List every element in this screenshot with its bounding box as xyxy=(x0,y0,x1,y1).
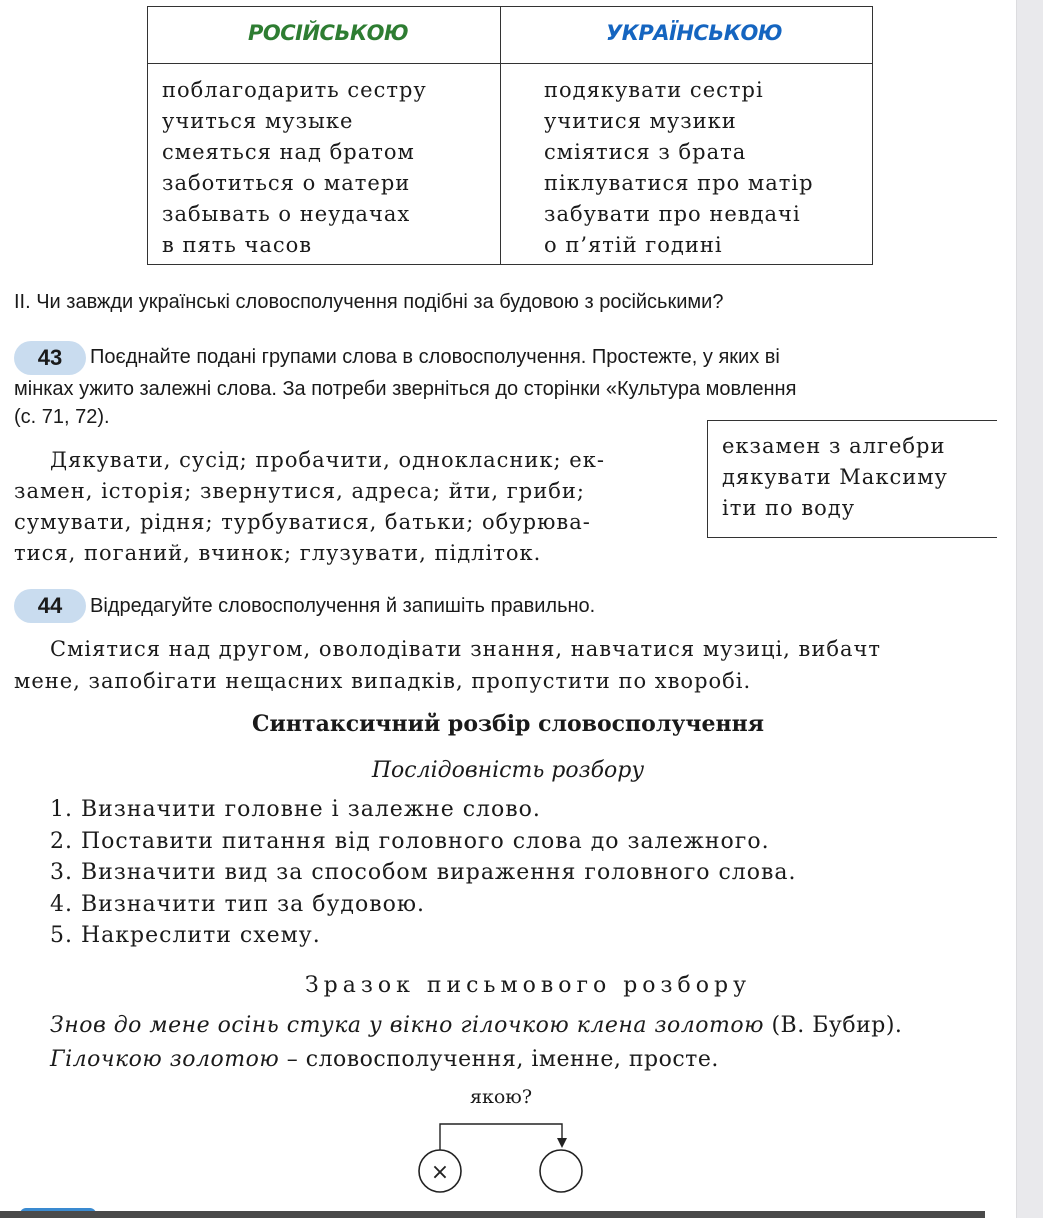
header-russian: РОСІЙСЬКОЮ xyxy=(248,21,409,45)
table-cell: смеяться над братом xyxy=(162,140,415,164)
exercise-43-badge: 43 xyxy=(14,341,86,375)
table-cell: поблагодарить сестру xyxy=(162,78,427,102)
list-item: 5. Накреслити схему. xyxy=(50,923,321,948)
table-cell: учитися музики xyxy=(544,109,737,133)
cross-icon: × xyxy=(430,1160,450,1185)
table-cell: учиться музыке xyxy=(162,109,354,133)
table-cell: забывать о неудачах xyxy=(162,202,411,226)
scheme-question: якою? xyxy=(470,1086,533,1108)
scheme-diagram xyxy=(410,1112,600,1198)
exercise-44-badge: 44 xyxy=(14,589,86,623)
comparison-table xyxy=(147,6,873,265)
header-ukrainian: УКРАЇНСЬКОЮ xyxy=(606,21,782,45)
ex43-task-line-2: мінках ужито залежні слова. За потреби зверніться до сторінки «Культура мовлення xyxy=(14,378,797,400)
ex43-task-line-1: Поєднайте подані групами слова в словосполучення. Простежте, у яких ві xyxy=(90,346,780,368)
table-cell: о п’ятій годині xyxy=(544,233,723,257)
ex44-task: Відредагуйте словосполучення й запишіть правильно. xyxy=(90,595,596,617)
list-item: 4. Визначити тип за будовою. xyxy=(50,891,425,917)
sample-title: Зразок письмового розбору xyxy=(304,973,752,998)
section-subtitle: Послідовність розбору xyxy=(371,758,645,783)
sample-quote: Знов до мене осінь стука у вікно гілочкою клена золотою xyxy=(50,1013,764,1038)
sample-analysis-line xyxy=(50,1044,719,1075)
question-2: ІІ. Чи завжди українські словосполучення подібні за будовою з російськими? xyxy=(14,291,724,313)
example-line: іти по воду xyxy=(722,496,856,520)
sample-author: (В. Бубир). xyxy=(763,1013,903,1038)
ex43-text-line-1: Дякувати, сусід; пробачити, однокласник; ек- xyxy=(50,448,605,472)
ex43-text-line-2: замен, історія; звернутися, адреса; йти, гриби; xyxy=(14,479,585,503)
ex44-text-line-2: мене, запобігати нещасних випадків, пропустити по хворобі. xyxy=(14,669,752,693)
section-title: Синтаксичний розбір словосполучення xyxy=(252,711,764,737)
dependent-word-circle xyxy=(540,1150,582,1192)
example-line: дякувати Максиму xyxy=(722,465,948,489)
table-cell: піклуватися про матір xyxy=(544,171,814,195)
sample-sentence xyxy=(50,1010,902,1041)
list-item: 2. Поставити питання від головного слова до залежного. xyxy=(50,828,770,854)
table-divider xyxy=(500,7,501,264)
table-cell: заботиться о матери xyxy=(162,171,411,195)
bottom-bar xyxy=(0,1211,985,1218)
example-box xyxy=(707,420,997,538)
table-cell: в пять часов xyxy=(162,233,313,257)
ex44-text-line-1: Сміятися над другом, оволодівати знання, навчатися музиці, вибачт xyxy=(50,637,882,661)
scrollbar[interactable] xyxy=(1016,0,1043,1218)
example-line: екзамен з алгебри xyxy=(722,434,946,458)
ex43-text-line-4: тися, поганий, вчинок; глузувати, підліток. xyxy=(14,541,542,565)
scheme-arrow-line xyxy=(440,1124,562,1150)
table-cell: забувати про невдачі xyxy=(544,202,801,226)
scheme-arrowhead xyxy=(557,1138,567,1148)
sample-phrase: Гілочкою золотою xyxy=(50,1047,280,1072)
ukrainian-column xyxy=(544,75,814,261)
table-cell: сміятися з брата xyxy=(544,140,747,164)
ex43-task-line-3: (с. 71, 72). xyxy=(14,406,110,428)
steps-list xyxy=(50,794,797,952)
sample-analysis: – словосполучення, іменне, просте. xyxy=(279,1047,719,1072)
list-item: 3. Визначити вид за способом вираження головного слова. xyxy=(50,860,797,885)
russian-column xyxy=(162,75,427,261)
ex43-text-line-3: сумувати, рідня; турбуватися, батьки; обурюва- xyxy=(14,510,591,534)
table-cell: подякувати сестрі xyxy=(544,78,764,102)
list-item: 1. Визначити головне і залежне слово. xyxy=(50,797,541,822)
